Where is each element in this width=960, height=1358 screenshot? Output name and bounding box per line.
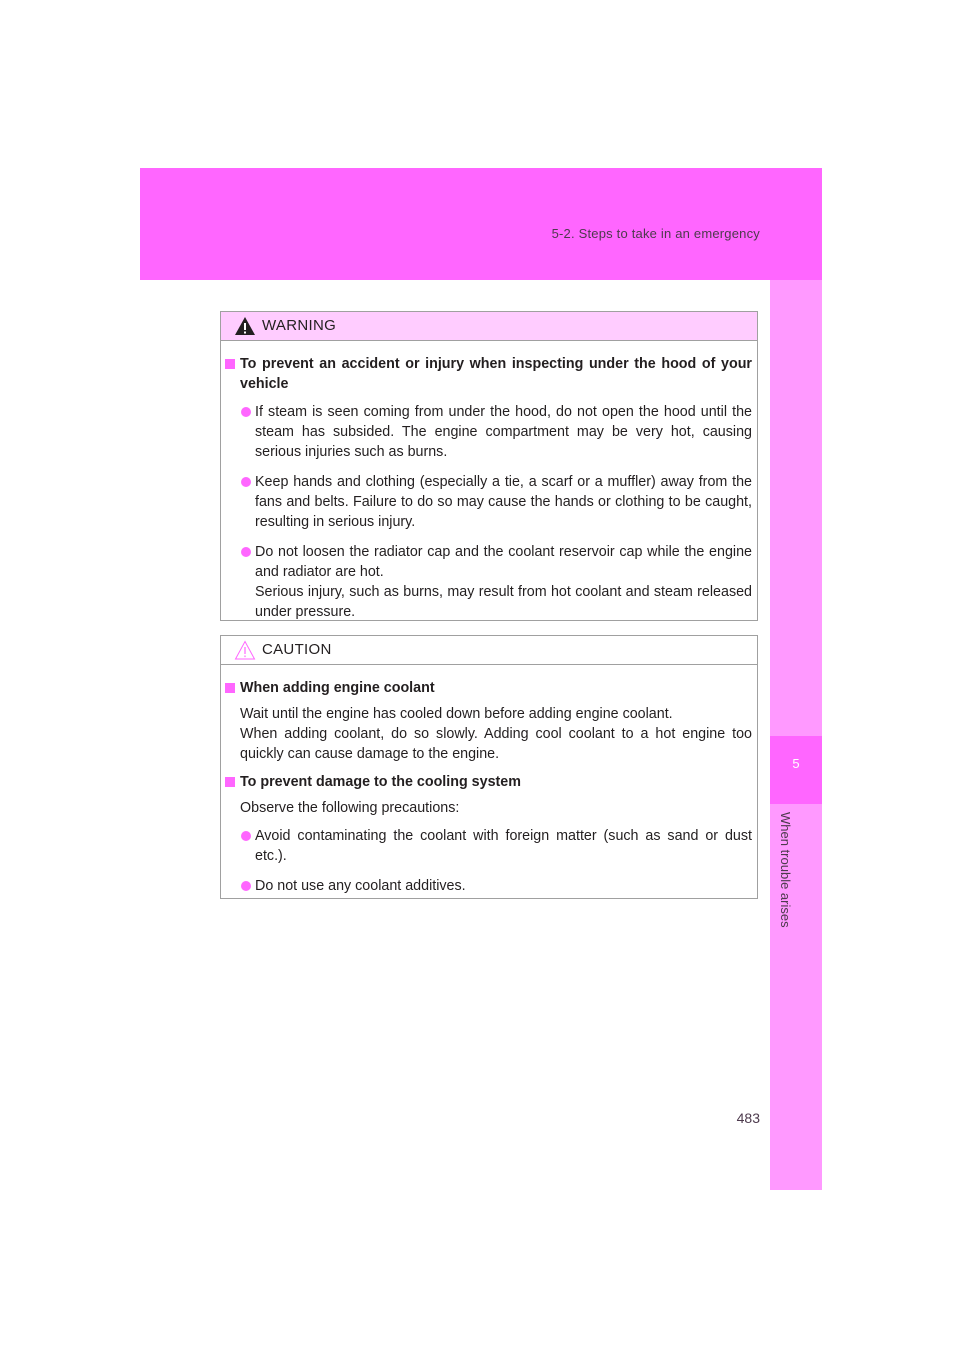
caution-bullet: Do not use any coolant additives. (225, 876, 752, 896)
chapter-side-tab (770, 280, 822, 1190)
round-bullet-icon (241, 477, 251, 487)
caution-label: CAUTION (262, 641, 332, 658)
caution-header (221, 636, 757, 665)
square-bullet-icon (225, 359, 235, 369)
caution-text: Wait until the engine has cooled down before adding engine coolant. When adding coolant, do so slowly. Adding cool coolant to a hot engine too quickly can cause damage to the engine. (240, 706, 752, 762)
warning-bullet: If steam is seen coming from under the hood, do not open the hood until the steam has subsided. The engine compartment may be very hot, causing serious injuries such as burns. (225, 402, 752, 462)
warning-heading: To prevent an accident or injury when inspecting under the hood of your vehicle (225, 354, 752, 394)
caution-bullet: Avoid contaminating the coolant with foreign matter (such as sand or dust etc.). (225, 826, 752, 866)
caution-heading: To prevent damage to the cooling system (225, 772, 752, 792)
caution-text: Observe the following precautions: (240, 800, 460, 816)
caution-heading: When adding engine coolant (225, 678, 752, 698)
square-bullet-icon (225, 683, 235, 693)
round-bullet-icon (241, 407, 251, 417)
warning-bullet: Keep hands and clothing (especially a tie, a scarf or a muffler) away from the fans and belts. Failure to do so may cause the hands or clothing to be caught, resulting in serious injury. (225, 472, 752, 532)
round-bullet-icon (241, 547, 251, 557)
page-header (140, 168, 822, 280)
warning-label: WARNING (262, 317, 337, 334)
chapter-number: 5 (792, 756, 800, 771)
warning-content (221, 341, 757, 622)
caution-triangle-icon (234, 640, 256, 660)
square-bullet-icon (225, 777, 235, 787)
caution-content (221, 665, 757, 896)
round-bullet-icon (241, 831, 251, 841)
section-title: 5-2. Steps to take in an emergency (551, 226, 760, 241)
warning-triangle-icon (234, 316, 256, 336)
warning-box (220, 311, 758, 621)
round-bullet-icon (241, 881, 251, 891)
chapter-title: When trouble arises (778, 812, 793, 928)
caution-box (220, 635, 758, 899)
warning-header (221, 312, 757, 341)
warning-bullet: Do not loosen the radiator cap and the coolant reservoir cap while the engine and radiator are hot. Serious injury, such as burns, may result from hot coolant and steam released under pressure. (225, 542, 752, 622)
page-number: 483 (736, 1110, 760, 1126)
